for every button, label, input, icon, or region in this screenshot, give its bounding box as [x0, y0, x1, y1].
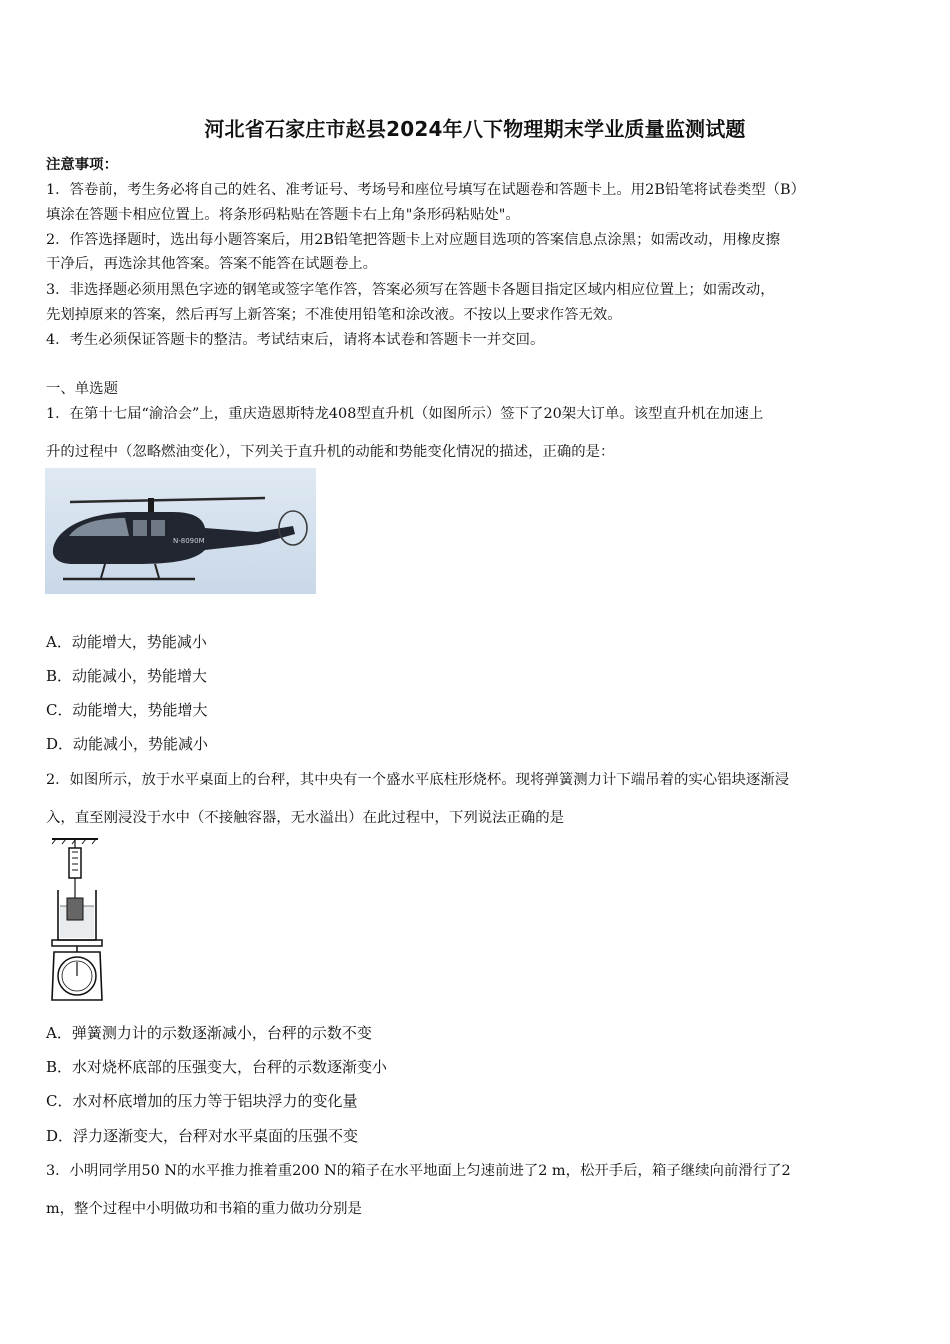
question-3-text: 3．小明同学用50 N的水平推力推着重200 N的箱子在水平地面上匀速前进了2 m，松开手后，箱子继续向前滑行了2 — [46, 1163, 791, 1179]
page-title: 河北省石家庄市赵县2024年八下物理期末学业质量监测试题 — [204, 117, 746, 141]
option-b: B．动能减小，势能增大 — [46, 667, 208, 685]
question-1-text: 升的过程中（忽略燃油变化），下列关于直升机的动能和势能变化情况的描述，正确的是： — [46, 444, 615, 460]
section-heading: 一、单选题 — [46, 381, 118, 397]
question-1-text: 1．在第十七届“渝洽会”上，重庆造恩斯特龙408型直升机（如图所示）签下了20架大订单。该型直升机在加速上 — [46, 406, 764, 422]
notice-line: 2．作答选择题时，选出每小题答案后，用2B铅笔把答题卡上对应题目选项的答案信息点涂黑；如需改动，用橡皮擦 — [46, 232, 781, 248]
spring-scale-diagram — [50, 836, 110, 1004]
scale-figure — [50, 836, 110, 1004]
option-a: A．动能增大，势能减小 — [46, 633, 207, 651]
notice-line: 4．考生必须保证答题卡的整洁。考试结束后，请将本试卷和答题卡一并交回。 — [46, 332, 545, 348]
option-c: C．动能增大，势能增大 — [46, 701, 208, 719]
option-d: D．浮力逐渐变大，台秤对水平桌面的压强不变 — [46, 1127, 359, 1145]
notice-line: 填涂在答题卡相应位置上。将条形码粘贴在答题卡右上角"条形码粘贴处"。 — [46, 207, 520, 223]
option-c: C．水对杯底增加的压力等于铝块浮力的变化量 — [46, 1092, 358, 1110]
question-3-text: m，整个过程中小明做功和书箱的重力做功分别是 — [46, 1201, 362, 1217]
helicopter-registration: N-8090M — [173, 537, 205, 545]
question-2-text: 2．如图所示，放于水平桌面上的台秤，其中央有一个盛水平底柱形烧杯。现将弹簧测力计下端吊着的实心铝块逐渐浸 — [46, 772, 790, 788]
notice-heading: 注意事项： — [46, 156, 118, 173]
question-2-text: 入，直至刚浸没于水中（不接触容器，无水溢出）在此过程中，下列说法正确的是 — [46, 810, 565, 826]
helicopter-figure — [45, 468, 316, 594]
option-a: A．弹簧测力计的示数逐渐减小，台秤的示数不变 — [46, 1024, 372, 1042]
helicopter-image — [45, 468, 316, 594]
notice-line: 1．答卷前，考生务必将自己的姓名、准考证号、考场号和座位号填写在试题卷和答题卡上。用2B铅笔将试卷类型（B） — [46, 182, 805, 198]
notice-line: 先划掉原来的答案，然后再写上新答案；不准使用铅笔和涂改液。不按以上要求作答无效。 — [46, 307, 622, 323]
notice-line: 干净后，再选涂其他答案。答案不能答在试题卷上。 — [46, 256, 377, 272]
option-b: B．水对烧杯底部的压强变大，台秤的示数逐渐变小 — [46, 1058, 388, 1076]
option-d: D．动能减小，势能减小 — [46, 735, 209, 753]
notice-line: 3．非选择题必须用黑色字迹的钢笔或签字笔作答，答案必须写在答题卡各题目指定区域内相应位置上；如需改动， — [46, 282, 775, 298]
